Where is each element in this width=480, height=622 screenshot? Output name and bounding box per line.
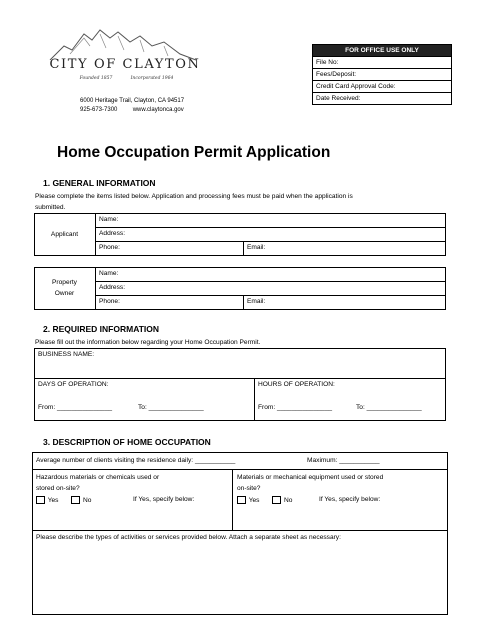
section3-heading: 3. DESCRIPTION OF HOME OCCUPATION bbox=[43, 437, 211, 447]
address-contact bbox=[80, 106, 184, 115]
office-card-code: Credit Card Approval Code: bbox=[313, 81, 452, 93]
equipment-question-line1: Materials or mechanical equipment used or stored bbox=[237, 474, 384, 481]
incorporated-text: Incorporated 1964 bbox=[130, 76, 174, 81]
city-name-text: CITY OF CLAYTON bbox=[49, 57, 201, 72]
mountain-shading bbox=[70, 34, 168, 56]
owner-label-line2: Owner bbox=[54, 290, 75, 297]
hazardous-no-checkbox[interactable] bbox=[71, 496, 80, 504]
hazardous-options bbox=[36, 496, 91, 504]
office-use-table bbox=[312, 44, 452, 105]
address-website: www.claytonca.gov bbox=[132, 107, 184, 113]
business-name-field[interactable]: BUSINESS NAME: bbox=[38, 351, 95, 358]
hazardous-yes-label: Yes bbox=[47, 497, 59, 504]
applicant-name-field[interactable]: Name: bbox=[99, 216, 119, 223]
owner-name-field[interactable]: Name: bbox=[99, 270, 119, 277]
owner-address-field[interactable]: Address: bbox=[99, 284, 126, 291]
mountain-outline bbox=[50, 30, 196, 60]
equipment-no-checkbox[interactable] bbox=[272, 496, 281, 504]
clients-daily-field[interactable]: Average number of clients visiting the residence daily: ___________ bbox=[36, 457, 236, 464]
hours-to-field[interactable]: To: _______________ bbox=[356, 404, 422, 411]
clients-maximum-field[interactable]: Maximum: ___________ bbox=[307, 457, 380, 464]
office-use-header: FOR OFFICE USE ONLY bbox=[313, 45, 452, 57]
days-to-field[interactable]: To: _______________ bbox=[138, 404, 204, 411]
days-from-field[interactable]: From: _______________ bbox=[38, 404, 113, 411]
hazardous-question-line2: stored on-site? bbox=[36, 485, 80, 492]
applicant-phone-field[interactable]: Phone: bbox=[99, 244, 120, 251]
section2-intro: Please fill out the information below regarding your Home Occupation Permit. bbox=[35, 339, 261, 346]
city-logo bbox=[40, 24, 210, 86]
section1-intro-line1: Please complete the items listed below. Application and processing fees must be paid when the application is bbox=[35, 193, 353, 200]
applicant-label: Applicant bbox=[50, 231, 79, 238]
hazardous-yes-checkbox[interactable] bbox=[36, 496, 45, 504]
office-fees: Fees/Deposit: bbox=[313, 69, 452, 81]
office-date-received: Date Received: bbox=[313, 93, 452, 105]
hours-from-field[interactable]: From: _______________ bbox=[258, 404, 333, 411]
equipment-no-label: No bbox=[284, 497, 293, 504]
equipment-options bbox=[237, 496, 292, 504]
days-of-operation-label: DAYS OF OPERATION: bbox=[38, 381, 109, 388]
applicant-email-field[interactable]: Email: bbox=[247, 244, 266, 251]
hours-of-operation-label: HOURS OF OPERATION: bbox=[258, 381, 335, 388]
section2-heading: 2. REQUIRED INFORMATION bbox=[43, 324, 160, 334]
hazardous-question-line1: Hazardous materials or chemicals used or bbox=[36, 474, 160, 481]
activities-description-field[interactable]: Please describe the types of activities or services provided below. Attach a separate sheet as necessary: bbox=[36, 534, 341, 541]
hazardous-specify-label: If Yes, specify below: bbox=[133, 496, 195, 503]
equipment-specify-label: If Yes, specify below: bbox=[319, 496, 381, 503]
owner-email-field[interactable]: Email: bbox=[247, 298, 266, 305]
founded-text: Founded 1857 bbox=[79, 76, 113, 81]
office-file-no: File No: bbox=[313, 57, 452, 69]
hazardous-no-label: No bbox=[83, 497, 92, 504]
address-phone: 925-673-7300 bbox=[80, 107, 118, 113]
address-street: 6000 Heritage Trail, Clayton, CA 94517 bbox=[80, 98, 185, 104]
owner-label-line1: Property bbox=[52, 279, 77, 286]
section1-heading: 1. GENERAL INFORMATION bbox=[43, 178, 156, 188]
equipment-question-line2: on-site? bbox=[237, 485, 261, 492]
equipment-yes-label: Yes bbox=[248, 497, 260, 504]
equipment-yes-checkbox[interactable] bbox=[237, 496, 246, 504]
owner-phone-field[interactable]: Phone: bbox=[99, 298, 120, 305]
section1-intro-line2: submitted. bbox=[35, 204, 66, 211]
page-title: Home Occupation Permit Application bbox=[57, 144, 331, 161]
applicant-address-field[interactable]: Address: bbox=[99, 230, 126, 237]
